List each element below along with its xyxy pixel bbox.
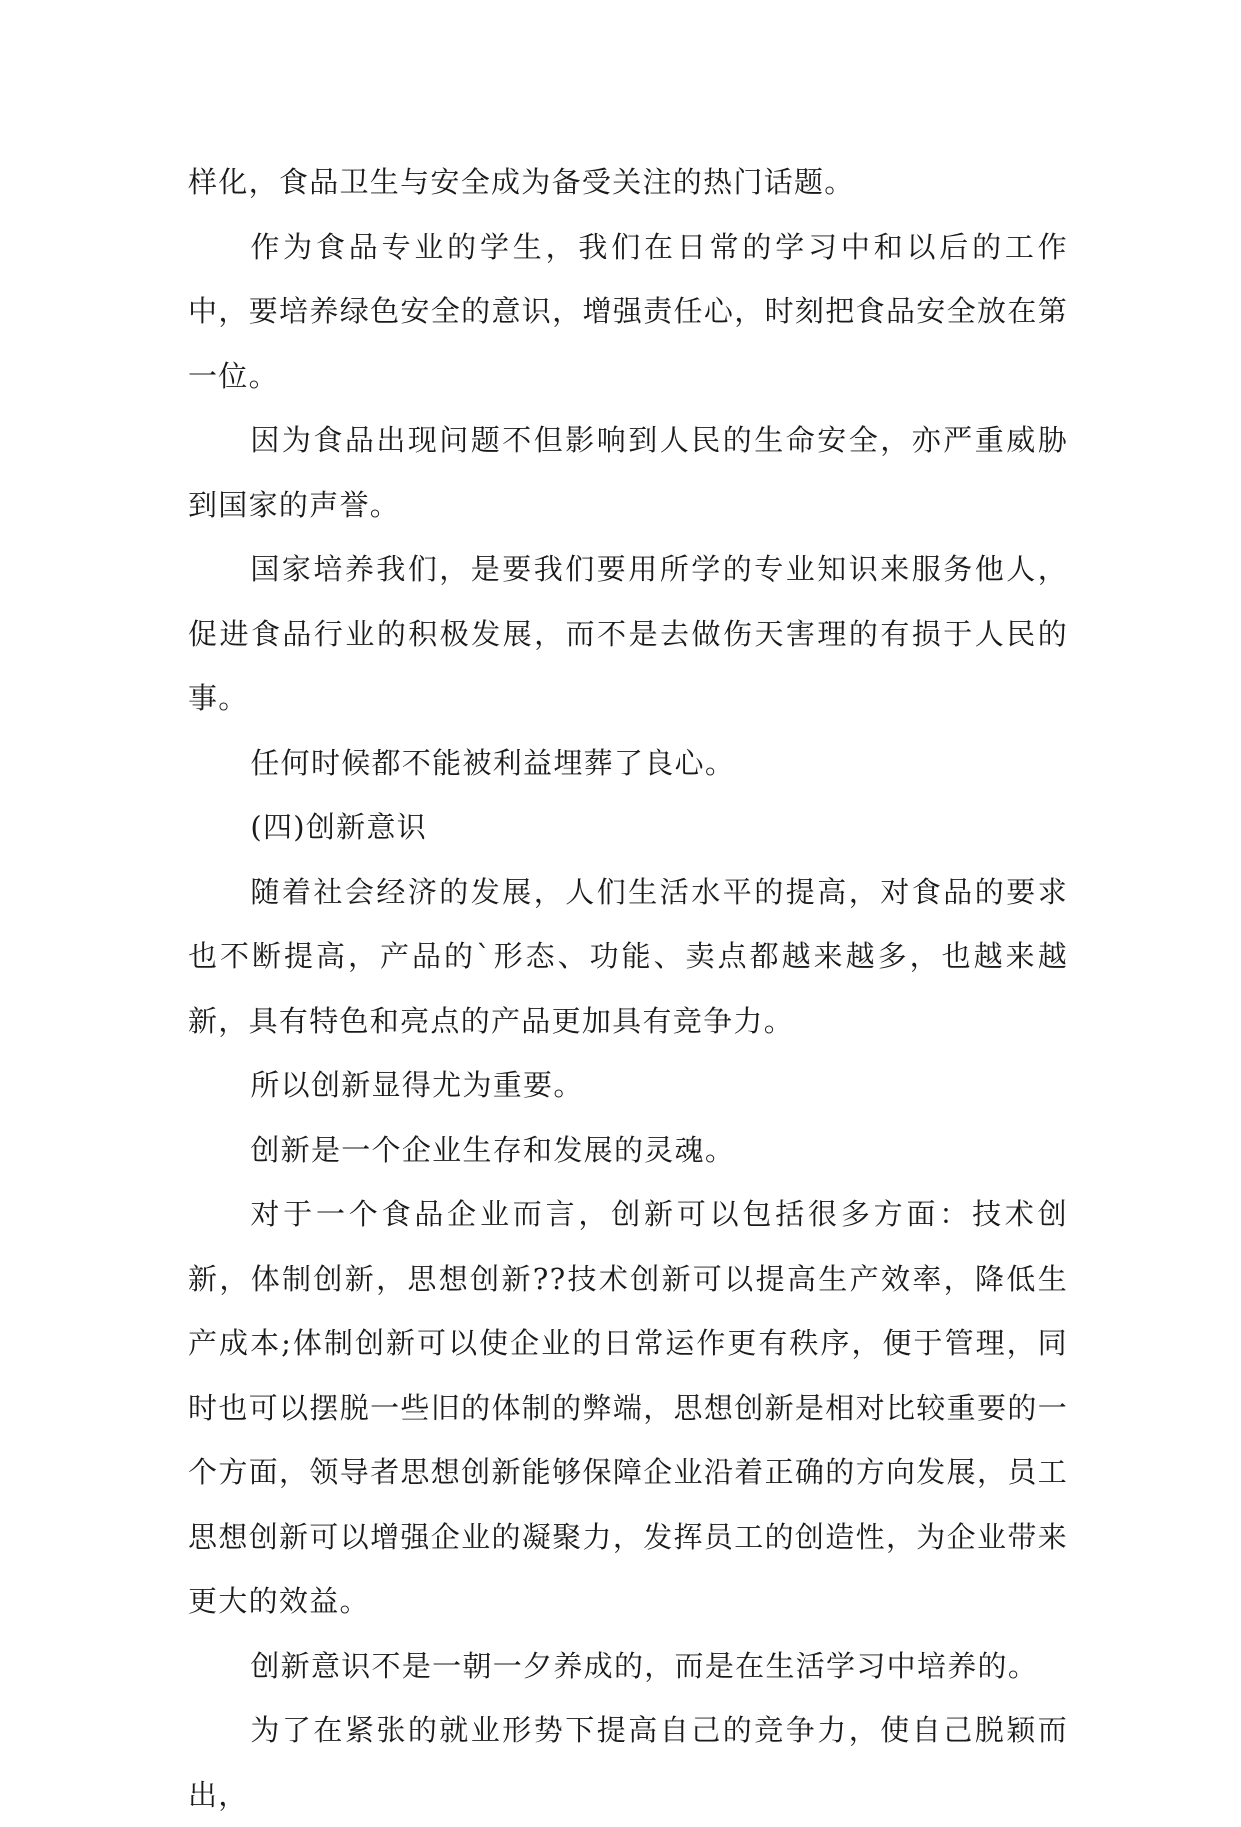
paragraph-innovation-cultivation: 创新意识不是一朝一夕养成的，而是在生活学习中培养的。 xyxy=(250,1648,1039,1683)
paragraph-food-problems: 因为食品出现问题不但影响到人民的生命安全，亦严重威胁到国家的声誉。 xyxy=(188,423,1068,522)
paragraph-conscience: 任何时候都不能被利益埋葬了良心。 xyxy=(250,745,736,780)
paragraph-food-major-students: 作为食品专业的学生，我们在日常的学习中和以后的工作中，要培养绿色安全的意识，增强责任心，时刻把食品安全放在第一位。 xyxy=(188,229,1068,393)
paragraph-country-training: 国家培养我们，是要我们要用所学的专业知识来服务他人，促进食品行业的积极发展，而不是去做伤天害理的有损于人民的事。 xyxy=(188,552,1068,715)
paragraph-innovation-soul: 创新是一个企业生存和发展的灵魂。 xyxy=(250,1132,736,1167)
paragraph-continuation: 样化，食品卫生与安全成为备受关注的热门话题。 xyxy=(188,165,855,199)
section-heading-innovation: (四)创新意识 xyxy=(250,810,428,844)
paragraph-innovation-important: 所以创新显得尤为重要。 xyxy=(250,1068,584,1102)
paragraph-social-development: 随着社会经济的发展，人们生活水平的提高，对食品的要求也不断提高，产品的`形态、功能、卖点都越来越多，也越来越新，具有特色和亮点的产品更加具有竞争力。 xyxy=(188,874,1068,1038)
paragraph-competitiveness: 为了在紧张的就业形势下提高自己的竞争力，使自己脱颖而出， xyxy=(188,1713,1068,1812)
paragraph-innovation-aspects: 对于一个食品企业而言，创新可以包括很多方面：技术创新，体制创新，思想创新??技术创新可以提高生产效率，降低生产成本;体制创新可以使企业的日常运作更有秩序，便于管理，同时也可以摆脱一些旧的体制的弊端，思想创新是相对比较重要的一个方面，领导者思想创新能够保障企业沿着正确的方向发展，员工思想创新可以增强企业的凝聚力，发挥员工的创造性，为企业带来更大的效益。 xyxy=(188,1197,1068,1618)
document-body xyxy=(188,150,1068,1827)
